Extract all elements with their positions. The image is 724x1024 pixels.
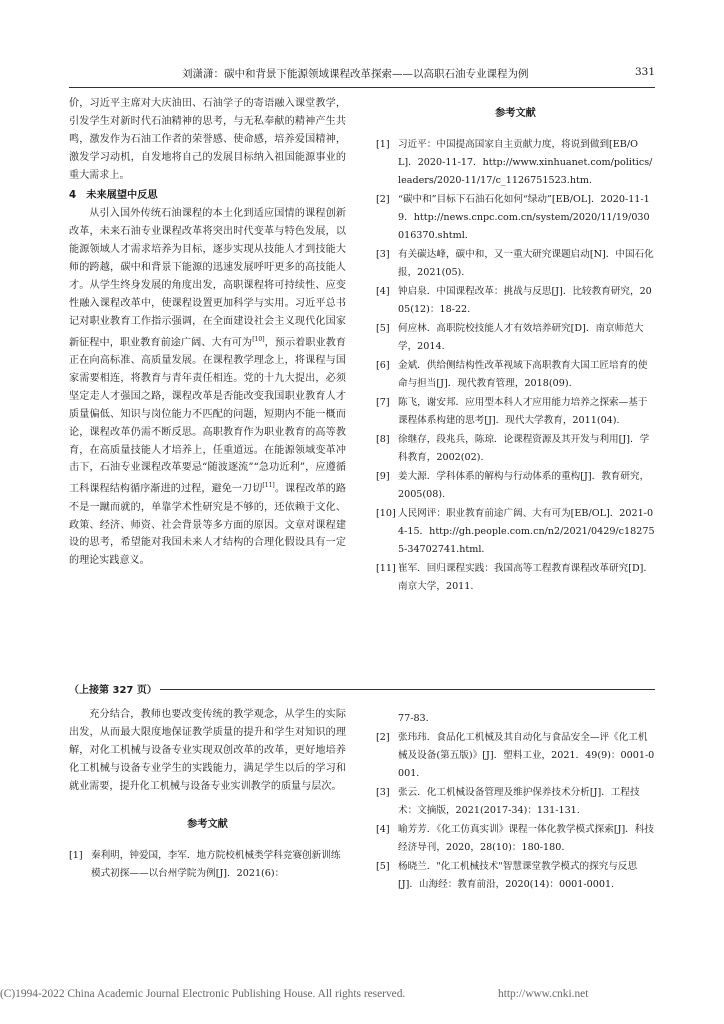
reference-item — [376, 357, 655, 393]
reference-text: 喻芳芳．《化工仿真实训》课程一体化教学模式探索[J]．科技经济导刊，2020，28(10)：180-180. — [398, 824, 654, 853]
continuation-right-column — [376, 710, 655, 895]
reference-item — [69, 847, 346, 883]
reference-number: [2] — [376, 732, 390, 743]
reference-number: [10] — [376, 508, 396, 519]
reference-item — [376, 283, 655, 319]
section-heading: 4 未来展望中反思 — [69, 189, 158, 201]
continuation-label: （上接第 327 页） — [69, 685, 157, 696]
reference-text: 有关碳达峰，碳中和，又一重大研究课题启动[N]．中国石化报，2021(05). — [398, 249, 654, 278]
continuation-references-title: 参考文献 — [187, 818, 228, 830]
reference-number: [11] — [376, 563, 396, 574]
continuation-left-column — [69, 706, 346, 884]
reference-number: [2] — [376, 194, 390, 205]
reference-text: 徐继存，段兆兵，陈琼．论课程资源及其开发与利用[J]．学科教育，2002(02). — [398, 434, 650, 463]
reference-item — [376, 560, 655, 596]
footer-url[interactable]: http://www.cnki.net — [498, 988, 589, 1000]
reference-text: 张玮玮．食品化工机械及其自动化与食品安全—评《化工机械及设备(第五版)》[J]．塑料工业，2021．49(9)：0001-0001. — [398, 732, 655, 779]
reference-text: 习近平：中国提高国家自主贡献力度，将说到做到[EB/OL]．2020-11-17．http://www.xinhuanet.com/politics/leaders/2020-11/17/c_1126751523.htm. — [398, 139, 653, 186]
page-number: 331 — [634, 66, 655, 78]
reference-item — [376, 858, 655, 894]
reference-text: 杨晓兰．"化工机械技术"智慧课堂教学模式的探究与反思[J]．山海经：教育前沿，2020(14)：0001-0001. — [398, 861, 638, 890]
reference-number: [5] — [376, 861, 390, 872]
continuation-references-right — [376, 710, 655, 894]
header-rule — [69, 87, 655, 88]
references-title: 参考文献 — [495, 108, 536, 119]
reference-text: 77-83. — [398, 713, 429, 724]
citation-11[interactable]: [11] — [262, 482, 275, 490]
reference-item — [376, 246, 655, 282]
intro-paragraph: 价，习近平主席对大庆油田、石油学子的寄语融入课堂教学，引发学生对新时代石油精神的思考，与无私奉献的精神产生共鸣，激发作为石油工作者的荣誉感、使命感，培养爱国精神，激发学习动机，自发地将自己的发展目标纳入祖国能源事业的重大需求上。 — [69, 98, 346, 181]
copyright-notice: (C)1994-2022 China Academic Journal Electronic Publishing House. All rights reserved. — [0, 988, 406, 1000]
reference-text: 崔军．回归课程实践：我国高等工程教育课程改革研究[D]．南京大学，2011. — [398, 563, 654, 592]
running-header-title: 刘潇潇：碳中和背景下能源领域课程改革探索——以高职石油专业课程为例 — [182, 68, 529, 80]
reference-item — [376, 394, 655, 430]
reference-text: 张云．化工机械设备管理及维护保养技术分析[J]．工程技术：文摘版，2021(2017-34)：131-131. — [398, 787, 640, 816]
reference-number: [3] — [376, 787, 390, 798]
reference-item — [376, 431, 655, 467]
reference-number: [1] — [376, 139, 390, 150]
running-header — [69, 66, 655, 84]
body-text-part-2: ，预示着职业教育正在向高标准、高质量发展。在课程教学理念上，将课程与国家需要相连，将教育与青年责任相连。党的十九大提出，必须坚定走人才强国之路，课程改革是否能改变我国职业教育人才质量偏低、知识与岗位能力不匹配的问题，短期内不能一概而论，课程改革仍需不断反思。高职教育作为职业教育的高等教育，在高质量技能人才培养上，任重道远。在能源领域变革冲击下，石油专业课程改革要忌“随波逐流”“急功近利”，应遵循工科课程结构循序渐进的过程，避免一刀切 — [69, 337, 346, 495]
left-column — [69, 95, 346, 570]
reference-text: 姜大源．学科体系的解构与行动体系的重构[J]．教育研究，2005(08). — [398, 471, 650, 500]
reference-item — [376, 505, 655, 559]
reference-text: 秦利明，钟爱国，李军．地方院校机械类学科竞赛创新训练模式初探——以台州学院为例[J]．2021(6)： — [91, 850, 341, 880]
reference-text: 何应林．高职院校技能人才有效培养研究[D]．南京师范大学，2014. — [398, 323, 644, 352]
reference-number: [1] — [69, 850, 83, 862]
reference-number: [4] — [376, 824, 390, 835]
reference-text: 人民网评：职业教育前途广阔、大有可为[EB/OL]．2021-04-15．http://gh.people.com.cn/n2/2021/0429/c182755-34702741.html. — [398, 508, 655, 555]
reference-number: [9] — [376, 471, 390, 482]
references-section — [376, 104, 655, 597]
reference-item — [376, 320, 655, 356]
citation-10[interactable]: [10] — [252, 335, 265, 343]
body-text-part-1: 从引入国外传统石油课程的本土化到适应国情的课程创新改革，未来石油专业课程改革将突出时代变革与特色发展，以能源领域人才需求培养为目标，逐步实现从技能人才到技能大师的跨越，碳中和背景下能源的迅速发展呼吁更多的高技能人才。从学生终身发展的角度出发，高职课程将可持续性、应变性融入课程改革中，使课程设置更加科学与实用。习近平总书记对职业教育工作指示强调，在全面建设社会主义现代化国家新征程中，职业教育前途广阔、大有可为 — [69, 208, 346, 349]
body-text-part-3: 。课程改革的路不是一蹴而就的，单靠学术性研究是不够的，还依赖于文化、政策、经济、师资、社会背景等多方面的原因。文章对课程建设的思考，希望能对我国未来人才结构的合理化假设具有一定的理论实践意义。 — [69, 483, 347, 567]
continuation-rule — [160, 689, 655, 690]
reference-number: [7] — [376, 397, 390, 408]
continuation-paragraph: 充分结合，教师也要改变传统的教学观念，从学生的实际出发，从而最大限度地保证教学质量的提升和学生对知识的理解，对化工机械与设备专业实现双创改革的改革，更好地培养化工机械与设备专业学生的实践能力，满足学生以后的学习和就业需要，提升化工机械与设备专业实训教学的质量与层次。 — [69, 709, 346, 792]
reference-item — [376, 729, 655, 783]
reference-item — [376, 136, 655, 190]
reference-number: [4] — [376, 286, 390, 297]
references-list — [376, 136, 655, 596]
reference-item — [376, 468, 655, 504]
reference-number: [6] — [376, 360, 390, 371]
reference-number: [8] — [376, 434, 390, 445]
reference-text: “碳中和”目标下石油石化如何“绿动”[EB/OL]．2020-11-19．http://news.cnpc.com.cn/system/2020/11/19/030016370.shtml. — [398, 194, 650, 241]
reference-item — [376, 821, 655, 857]
reference-number: [3] — [376, 249, 390, 260]
reference-text: 钟启泉．中国课程改革：挑战与反思[J]．比较教育研究，2005(12)：18-22. — [398, 286, 652, 315]
body-paragraph — [69, 205, 346, 570]
reference-item — [376, 191, 655, 245]
reference-item — [376, 710, 655, 728]
reference-text: 陈飞，谢安邦．应用型本科人才应用能力培养之探索—基于课程体系构建的思考[J]．现代大学教育，2011(04). — [398, 397, 648, 426]
reference-item — [376, 784, 655, 820]
continuation-references-left — [69, 847, 346, 883]
reference-text: 金斌．供给侧结构性改革视域下高职教育大国工匠培育的使命与担当[J]．现代教育管理，2018(09). — [398, 360, 648, 389]
reference-number: [5] — [376, 323, 390, 334]
